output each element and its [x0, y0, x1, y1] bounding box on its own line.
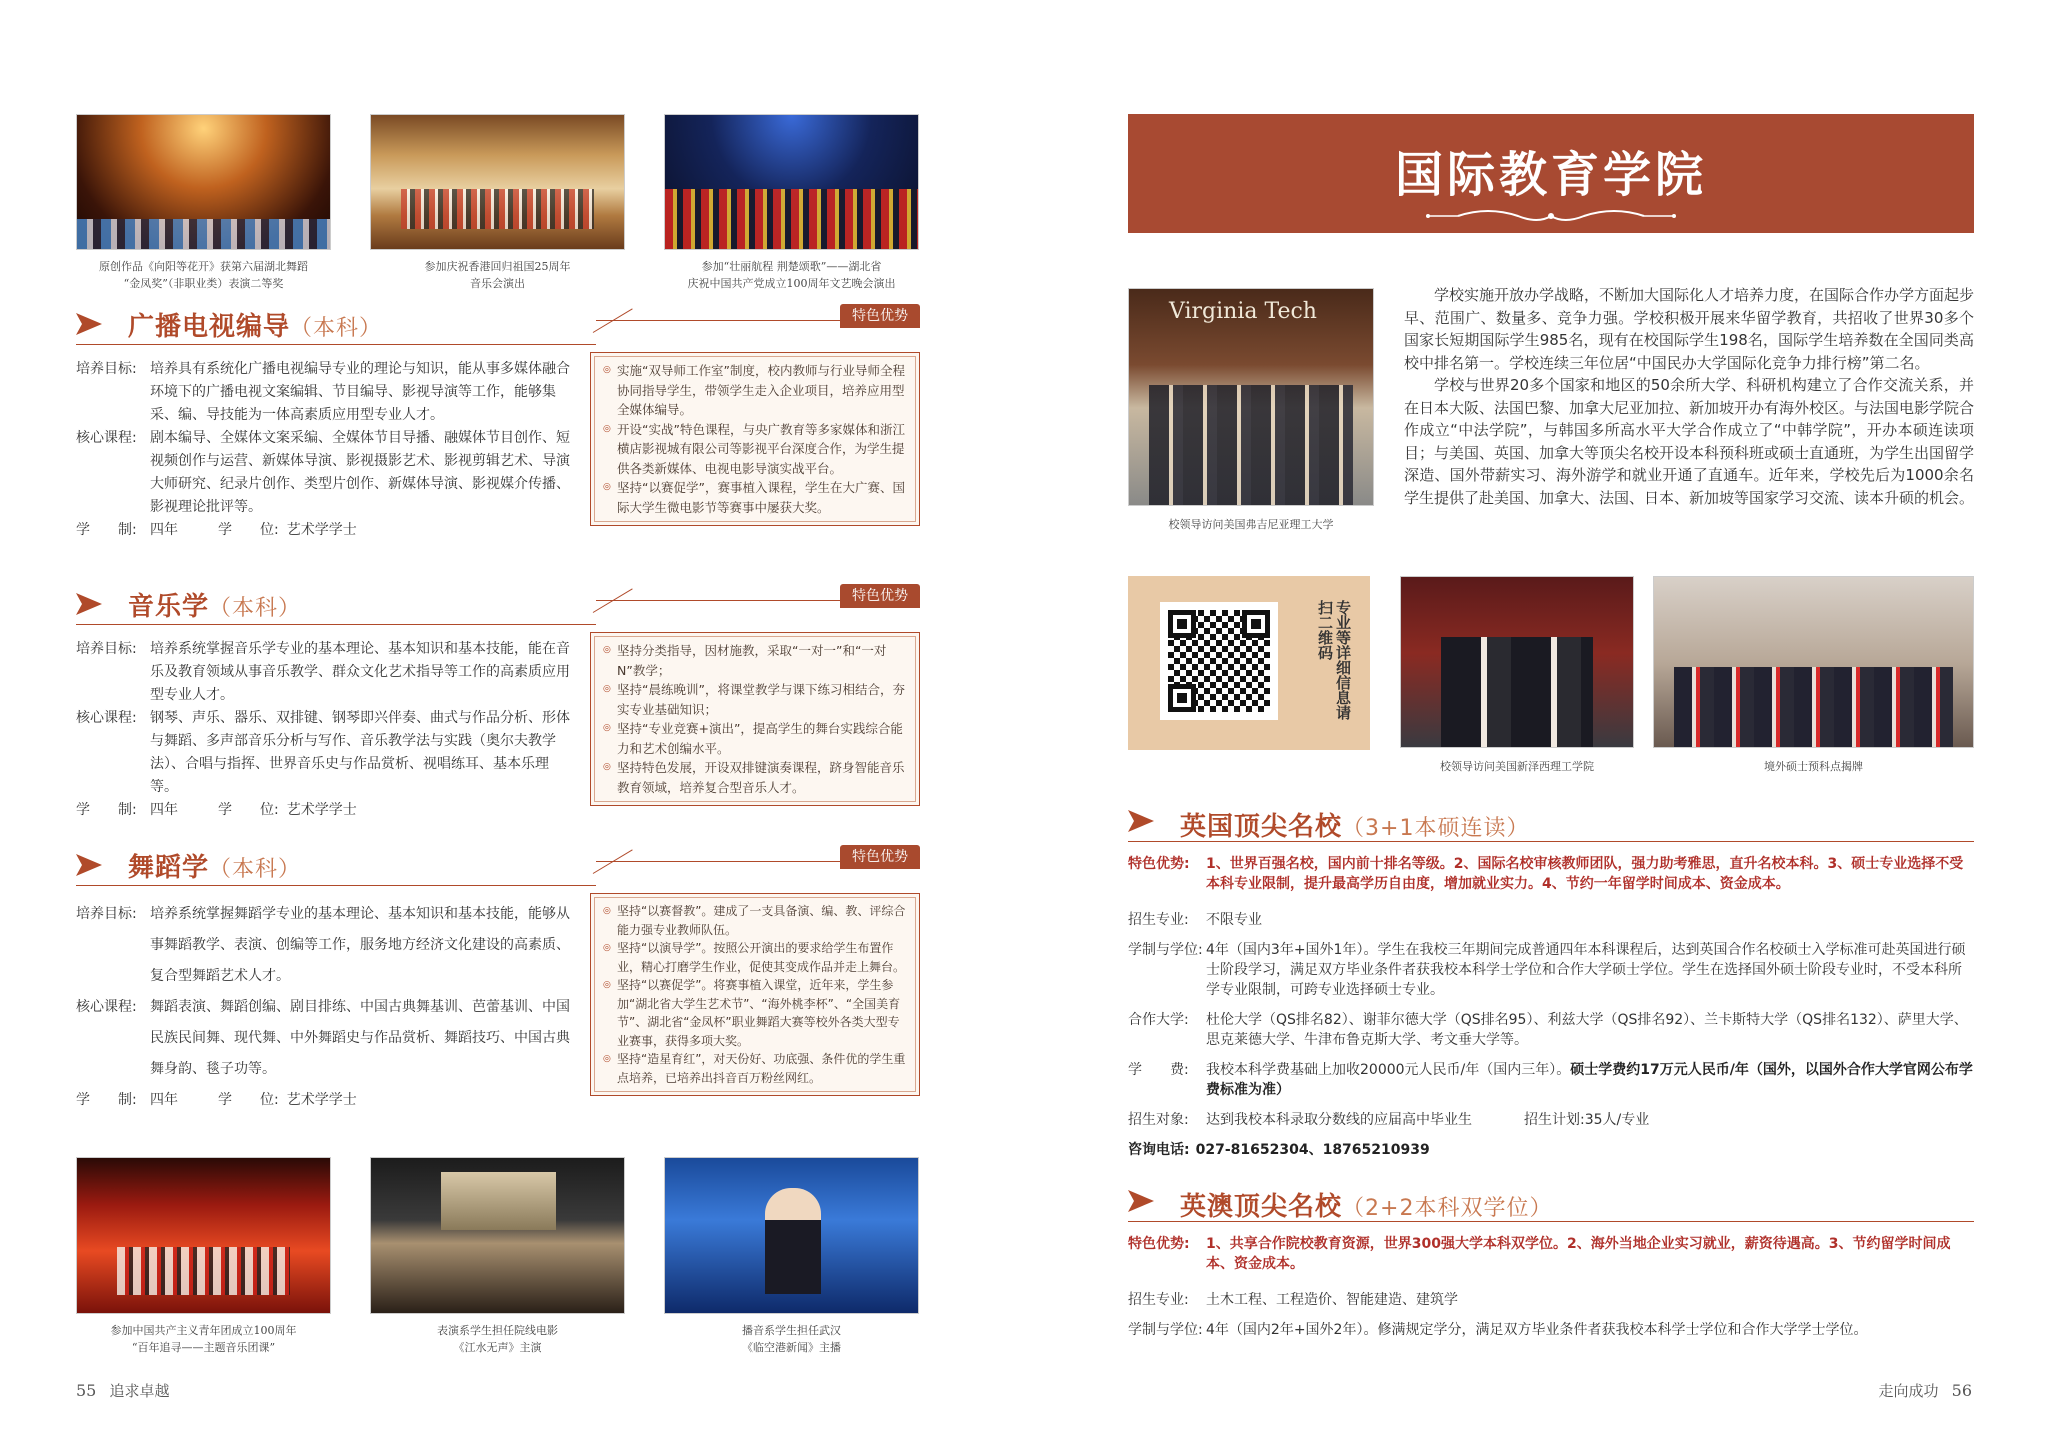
arrow-icon: [76, 313, 102, 335]
footer-title: 追求卓越: [109, 1382, 170, 1400]
section-title: 英澳顶尖名校（2+2本科双学位）: [1180, 1192, 1553, 1222]
movie-premiere-photo: [370, 1157, 625, 1314]
training-goal: 培养系统掌握音乐学专业的基本理论、基本知识和基本技能，能在音乐及教育领域从事音乐教学、群众文化艺术指导等工作的高素质应用型专业人才。: [150, 641, 570, 703]
feature-item: ◎ 坚持“以赛促学”，赛事植入课程，学生在大广赛、国际大学生微电影节等赛事中屡获大奖。: [605, 478, 909, 517]
program-section-broadcast: [76, 304, 920, 542]
college-introduction: [1404, 284, 1974, 509]
photo-caption: 校领导访问美国弗吉尼亚理工大学: [1168, 518, 1334, 531]
section-header: [76, 304, 920, 346]
degree: 艺术学学士: [286, 522, 357, 538]
feature-item: ◎ 坚持“以赛促学”。将赛事植入课堂，近年来，学生参加“湖北省大学生艺术节”、“海外桃李杯”、“全国美育节”、湖北省“金凤杯”职业舞蹈大赛等校外各类大型专业赛事，获得多项大奖。: [605, 976, 909, 1050]
advantages: 1、世界百强名校，国内前十排名等级。2、国际名校审核教师团队，强力助考雅思，直升名校本科。3、硕士专业选择不受本科专业限制，提升最高学历自由度，增加就业实力。4、节约一年留学时间成本、资金成本。: [1206, 856, 1964, 892]
news-anchor-photo: [664, 1157, 919, 1314]
consult-phone: 咨询电话: 027-81652304、18765210939: [1128, 1142, 1430, 1158]
page-number: 56: [1951, 1381, 1972, 1400]
degree: 艺术学学士: [286, 1092, 357, 1108]
partner-universities: 杜伦大学（QS排名82）、谢菲尔德大学（QS排名95）、利兹大学（QS排名92）、兰卡斯特大学（QS排名132）、萨里大学、思克莱德大学、牛津布鲁克斯大学、考文垂大学等。: [1206, 1012, 1968, 1048]
photo-card: [76, 114, 331, 292]
core-courses: 剧本编导、全媒体文案采编、全媒体节目导播、融媒体节目创作、短视频创作与运营、新媒体导演、影视摄影艺术、影视剪辑艺术、导演大师研究、纪录片创作、类型片创作、新媒体导演、影视媒介传播、影视理论批评等。: [150, 430, 570, 515]
qr-instruction: 专业等详细信息请扫二维码: [1316, 600, 1352, 720]
feature-box: [590, 893, 920, 1096]
section-header: [76, 845, 920, 887]
page-footer: [1879, 1380, 1972, 1401]
feature-item: ◎ 坚持“以赛督教”。建成了一支具备演、编、教、评综合能力强专业教师队伍。: [605, 902, 909, 939]
section-title: 广播电视编导（本科）: [128, 312, 383, 342]
majors: 不限专业: [1206, 912, 1262, 928]
arrow-icon: [76, 854, 102, 876]
arrow-icon: [1128, 1190, 1154, 1212]
program-info: 培养目标: 培养具有系统化广播电视编导专业的理论与知识，能从事多媒体融合环境下的广播电视文案编辑、节目编导、影视导演等工作，能够集采、编、导技能为一体高素质应用型专业人才。 核心课程: 剧本编导、全媒体文案采编、全媒体节目导播、融媒体节目创作、短视频创作与运营、新媒体导演、影视摄影艺术、影视剪辑艺术、导演大师研究、纪录片创作、类型片创作、新媒体导演、影视媒介传播、影视理论批评等。 学 制: 四年 学 位: 艺术学学士: [76, 358, 570, 542]
program-section-music: [76, 584, 920, 822]
flourish-ornament-icon: [1128, 204, 1974, 228]
section-title: 音乐学（本科）: [128, 592, 302, 622]
top-photo-row: [76, 114, 919, 292]
tuition: 我校本科学费基础上加收20000元人民币/年（国内三年）。硕士学费约17万元人民币/年（国外，以国外合作大学官网公布学费标准为准）: [1206, 1062, 1973, 1098]
section-title: 舞蹈学（本科）: [128, 853, 302, 883]
program-uk: [1128, 800, 1974, 1160]
photo-caption: 参加中国共产主义青年团成立100周年 “百年追寻——主题音乐团课”: [110, 1324, 297, 1354]
core-courses: 舞蹈表演、舞蹈创编、剧目排练、中国古典舞基训、芭蕾基训、中国民族民间舞、现代舞、中外舞蹈史与作品赏析、舞蹈技巧、中国古典舞身韵、毯子功等。: [150, 999, 570, 1077]
ribbon-cutting-photo: [1653, 576, 1974, 748]
feature-box: [590, 632, 920, 806]
college-banner: [1128, 114, 1974, 252]
photo-card: [664, 114, 919, 292]
section-title: 英国顶尖名校（3+1本硕连读）: [1180, 812, 1530, 842]
majors: 土木工程、工程造价、智能建造、建筑学: [1206, 1292, 1458, 1308]
footer-title: 走向成功: [1878, 1382, 1939, 1400]
gala-performance-photo: [664, 114, 919, 250]
qr-code-icon[interactable]: [1160, 602, 1278, 720]
feature-badge: 特色优势: [840, 845, 920, 869]
feature-item: ◎ 坚持特色发展，开设双排键演奏课程，跻身智能音乐教育领域，培养复合型音乐人才。: [605, 758, 909, 797]
photo-card: [76, 1157, 331, 1356]
training-goal: 培养具有系统化广播电视编导专业的理论与知识，能从事多媒体融合环境下的广播电视文案编辑、节目编导、影视导演等工作，能够集采、编、导技能为一体高素质应用型专业人才。: [150, 361, 570, 423]
program-info: 培养目标: 培养系统掌握舞蹈学专业的基本理论、基本知识和基本技能，能够从事舞蹈教学、表演、创编等工作，服务地方经济文化建设的高素质、复合型舞蹈艺术人才。 核心课程: 舞蹈表演、舞蹈创编、剧目排练、中国古典舞基训、芭蕾基训、中国民族民间舞、现代舞、中外舞蹈史与作品赏析、舞蹈技巧、中国古典舞身韵、毯子功等。 学 制: 四年 学 位: 艺术学学士: [76, 899, 570, 1116]
page-number: 55: [76, 1381, 97, 1400]
youth-league-concert-photo: [76, 1157, 331, 1314]
college-title: 国际教育学院: [1394, 147, 1707, 203]
feature-badge: 特色优势: [840, 584, 920, 608]
feature-item: ◎ 坚持分类指导，因材施教，采取“一对一”和“一对N”教学；: [605, 641, 909, 680]
advantages: 1、共享合作院校教育资源，世界300强大学本科双学位。2、海外当地企业实习就业，薪资待遇高。3、节约留学时间成本、资金成本。: [1206, 1236, 1951, 1272]
section-header: [1128, 800, 1974, 842]
right-page: [1024, 0, 2048, 1449]
duration: 四年: [150, 1092, 178, 1108]
feature-item: ◎ 坚持“造星育红”，对天份好、功底强、条件优的学生重点培养，已培养出抖音百万粉丝网红。: [605, 1050, 909, 1087]
duration: 四年: [150, 522, 178, 538]
core-courses: 钢琴、声乐、器乐、双排键、钢琴即兴伴奏、曲式与作品分析、形体与舞蹈、多声部音乐分析与写作、音乐教学法与实践（奥尔夫教学法）、合唱与指挥、世界音乐史与作品赏析、视唱练耳、基本乐理等。: [150, 710, 570, 795]
bottom-photo-row: [76, 1157, 919, 1356]
section-body: [76, 638, 920, 822]
section-body: 特色优势: 1、共享合作院校教育资源，世界300强大学本科双学位。2、海外当地企业实习就业，薪资待遇高。3、节约留学时间成本、资金成本。 招生专业: 土木工程、工程造价、智能建造、建筑学 学制与学位: 4年（国内2年+国外2年）。修满规定学分，满足双方毕业条件者获我校本科学士学位和合作大学学士学位。: [1128, 1234, 1974, 1340]
feature-item: ◎ 实施“双导师工作室”制度，校内教师与行业导师全程协同指导学生，带领学生走入企业项目，培养应用型全媒体编导。: [605, 361, 909, 420]
feature-box: [590, 352, 920, 526]
duration-degree: 4年（国内2年+国外2年）。修满规定学分，满足双方毕业条件者获我校本科学士学位和合作大学学士学位。: [1206, 1322, 1868, 1338]
duration-degree: 4年（国内3年+国外1年）。学生在我校三年期间完成普通四年本科课程后，达到英国合作名校硕士入学标准可赴英国进行硕士阶段学习，满足双方毕业条件者获我校本科学士学位和合作大学硕士学位。学生在选择国外硕士阶段专业时，不受本科所学专业限制，可跨专业选择硕士专业。: [1206, 942, 1966, 998]
photo-card: [664, 1157, 919, 1356]
concert-hall-photo: [370, 114, 625, 250]
feature-item: ◎ 坚持“专业竞赛+演出”，提高学生的舞台实践综合能力和艺术创编水平。: [605, 719, 909, 758]
photo-caption: 境外硕士预科点揭牌: [1764, 760, 1863, 773]
virginia-tech-visit-photo: Virginia Tech: [1128, 288, 1374, 506]
photo-caption: 表演系学生担任院线电影 《江水无声》主演: [437, 1324, 558, 1354]
section-body: [76, 899, 920, 1116]
program-section-dance: [76, 845, 920, 1116]
photo-caption: 原创作品《向阳等花开》获第六届湖北舞蹈 “金凤奖”（非职业类）表演二等奖: [99, 260, 308, 290]
section-header: [1128, 1180, 1974, 1222]
photo-caption: 参加庆祝香港回归祖国25周年 音乐会演出: [424, 260, 571, 290]
photo-card: [370, 114, 625, 292]
photo-card: [370, 1157, 625, 1356]
section-body: [76, 358, 920, 542]
training-goal: 培养系统掌握舞蹈学专业的基本理论、基本知识和基本技能，能够从事舞蹈教学、表演、创编等工作，服务地方经济文化建设的高素质、复合型舞蹈艺术人才。: [150, 906, 570, 984]
degree: 艺术学学士: [286, 802, 357, 818]
enrollment-target: 达到我校本科录取分数线的应届高中毕业生: [1206, 1112, 1472, 1128]
duration: 四年: [150, 802, 178, 818]
feature-item: ◎ 坚持“晨练晚训”，将课堂教学与课下练习相结合，夯实专业基础知识；: [605, 680, 909, 719]
enrollment-plan: 35人/专业: [1584, 1112, 1650, 1128]
intro-paragraph: 学校与世界20多个国家和地区的50余所大学、科研机构建立了合作交流关系，并在日本大阪、法国巴黎、加拿大尼亚加拉、新加坡开办有海外校区。与法国电影学院合作成立“中法学院”，与韩国多所高水平大学合作成立了“中韩学院”，开办本硕连读项目；与美国、英国、加拿大等顶尖名校开设本科预科班或硕士直通班，为学生出国留学深造、国外带薪实习、海外游学和就业开通了直通车。近年来，学校先后为1000余名学生提供了赴美国、加拿大、法国、日本、新加坡等国家学习交流、读本升硕的机会。: [1404, 376, 1975, 507]
program-info: 培养目标: 培养系统掌握音乐学专业的基本理论、基本知识和基本技能，能在音乐及教育领域从事音乐教学、群众文化艺术指导等工作的高素质应用型专业人才。 核心课程: 钢琴、声乐、器乐、双排键、钢琴即兴伴奏、曲式与作品分析、形体与舞蹈、多声部音乐分析与写作、音乐教学法与实践（奥尔夫教学法）、合唱与指挥、世界音乐史与作品赏析、视唱练耳、基本乐理等。 学 制: 四年 学 位: 艺术学学士: [76, 638, 570, 822]
page-footer: [76, 1380, 169, 1401]
intro-paragraph: 学校实施开放办学战略，不断加大国际化人才培养力度，在国际合作办学方面起步早、范围广、数量多、竞争力强。学校积极开展来华留学教育，共招收了世界30多个国家长短期国际学生985名，现有在校国际学生198名，国际学生培养数在全国同类高校中排名第一。学校连续三年位居“中国民办大学国际化竞争力排行榜”第二名。: [1404, 286, 1975, 372]
section-body: 特色优势: 1、世界百强名校，国内前十排名等级。2、国际名校审核教师团队，强力助考雅思，直升名校本科。3、硕士专业选择不受本科专业限制，提升最高学历自由度，增加就业实力。4、节约一年留学时间成本、资金成本。 招生专业: 不限专业 学制与学位: 4年（国内3年+国外1年）。学生在我校三年期间完成普通四年本科课程后，达到英国合作名校硕士入学标准可赴英国进行硕士阶段学习，满足双方毕业条件者获我校本科学士学位和合作大学硕士学位。学生在选择国外硕士阶段专业时，不受本科所学专业限制，可跨专业选择硕士专业。 合作大学: 杜伦大学（QS排名82）、谢菲尔德大学（QS排名95）、利兹大学（QS排名92）、兰卡斯特大学（QS排名132）、萨里大学、思克莱德大学、牛津布鲁克斯大学、考文垂大学等。 学 费: 我校本科学费基础上加收20000元人民币/年（国内三年）。硕士学费约17万元人民币/年（国外，以国外合作大学官网公布学费标准为准） 招生对象: 达到我校本科录取分数线的应届高中毕业生 招生计划:35人/专业 咨询电话: 027-81652304、18765210939: [1128, 856, 1973, 1158]
qr-code-panel: [1128, 576, 1370, 750]
feature-badge: 特色优势: [840, 304, 920, 328]
arrow-icon: [1128, 810, 1154, 832]
feature-item: ◎ 开设“实战”特色课程，与央广教育等多家媒体和浙江横店影视城有限公司等影视平台深度合作，为学生提供各类新媒体、电视电影导演实战平台。: [605, 420, 909, 479]
photo-caption: 播音系学生担任武汉 《临空港新闻》主播: [742, 1324, 841, 1354]
photo-caption: 校领导访问美国新泽西理工学院: [1440, 760, 1594, 773]
section-header: [76, 584, 920, 626]
program-uk-australia: [1128, 1180, 1974, 1340]
dance-performance-photo: [76, 114, 331, 250]
feature-item: ◎ 坚持“以演导学”。按照公开演出的要求给学生布置作业，精心打磨学生作业，促使其变成作品并走上舞台。: [605, 939, 909, 976]
njit-visit-photo: [1400, 576, 1634, 748]
arrow-icon: [76, 593, 102, 615]
photo-caption: 参加“壮丽航程 荆楚颂歌”——湖北省 庆祝中国共产党成立100周年文艺晚会演出: [687, 260, 896, 290]
